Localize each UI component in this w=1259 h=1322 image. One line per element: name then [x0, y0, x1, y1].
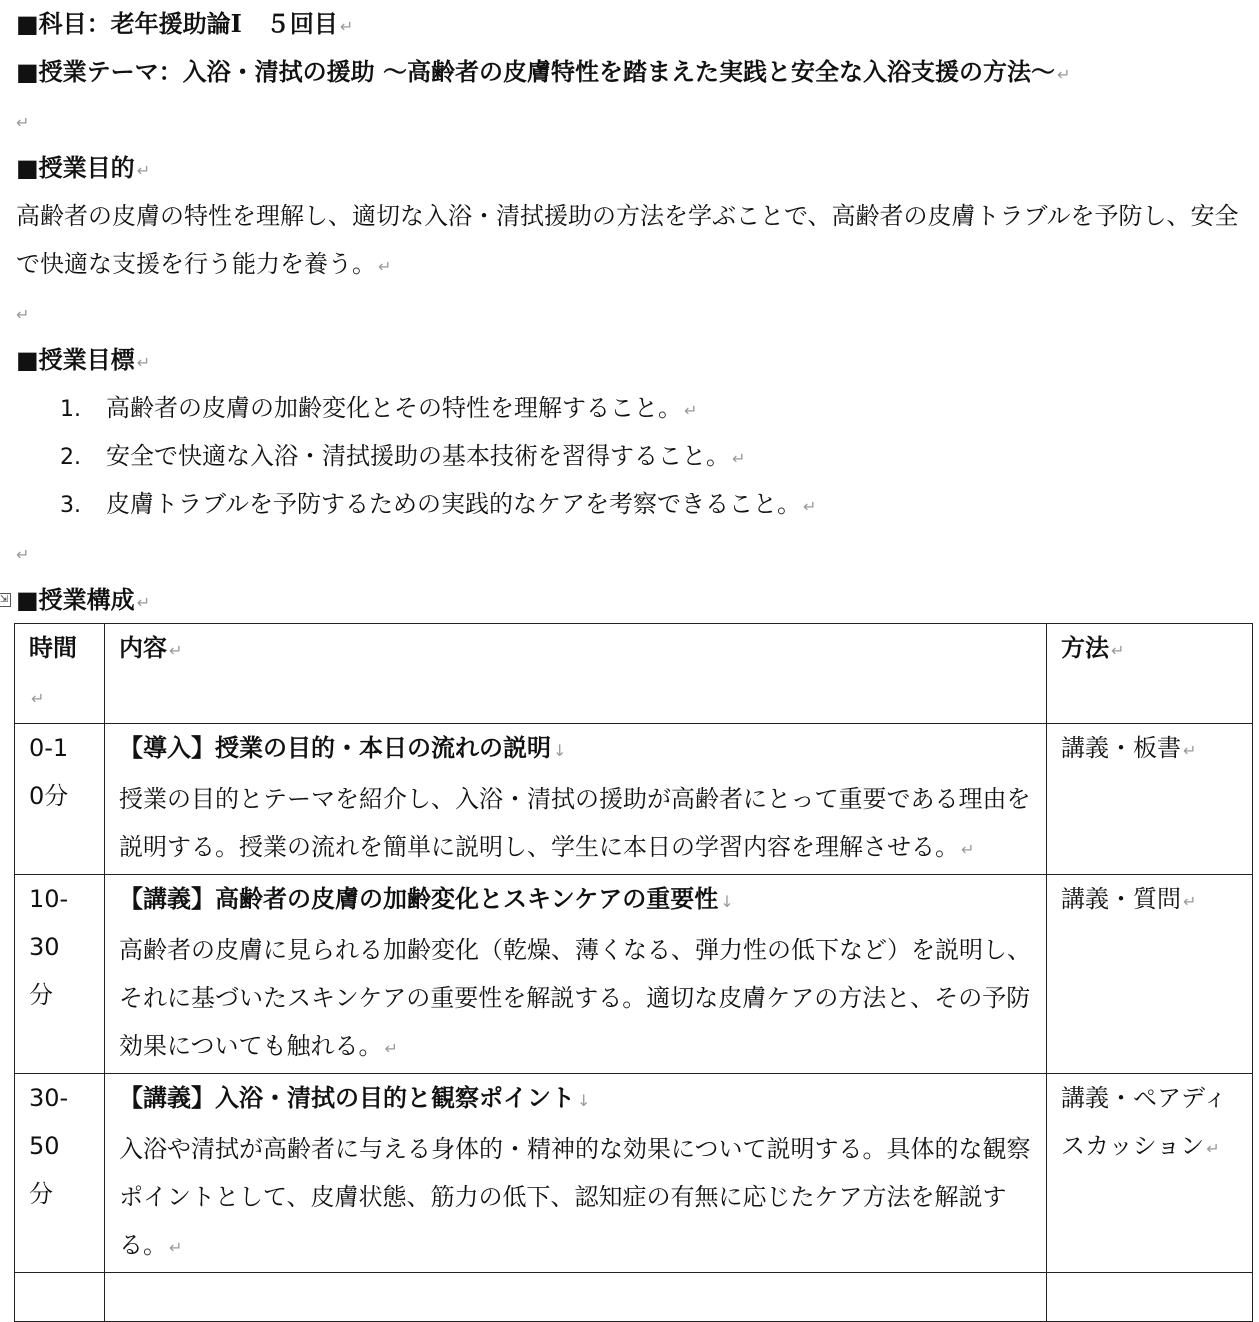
row-body [119, 775, 1032, 874]
header-cell-time [15, 624, 105, 724]
goal-number: 2. [60, 445, 81, 470]
cell-mark: ↵ [1111, 641, 1125, 660]
goal-item [60, 432, 745, 483]
purpose-heading [16, 144, 150, 195]
linebreak-mark: ↓ [720, 892, 734, 911]
paragraph-mark: ↵ [136, 353, 151, 372]
paragraph-mark: ↵ [16, 113, 30, 132]
goal-text: 高齢者の皮膚の加齢変化とその特性を理解すること。 [106, 394, 682, 422]
header-content-label: 内容 [119, 633, 167, 662]
table-header-row [15, 624, 1253, 724]
paragraph-mark: ↵ [684, 401, 698, 420]
subject-text: ■科目：老年援助論Ⅰ ５回目 [16, 9, 338, 38]
row-body-text: 高齢者の皮膚に見られる加齢変化（乾燥、薄くなる、弾力性の低下など）を説明し、それに基づいたスキンケアの重要性を解説する。適切な皮膚ケアの方法と、その予防効果についても触れる。 [119, 936, 1031, 1060]
header-time-label: 時間 [29, 633, 77, 662]
purpose-text: 高齢者の皮膚の特性を理解し、適切な入浴・清拭援助の方法を学ぶことで、高齢者の皮膚トラブルを予防し、安全で快適な支援を行う能力を養う。 [16, 202, 1239, 278]
content-cell [105, 1273, 1047, 1322]
goal-text: 皮膚トラブルを予防するための実践的なケアを考察できること。 [106, 490, 802, 518]
structure-heading [16, 576, 150, 627]
method-text: 講義・質問 [1061, 885, 1181, 913]
time-cell [15, 1074, 105, 1273]
paragraph-mark: ↵ [16, 545, 30, 564]
linebreak-mark: ↓ [577, 1091, 591, 1110]
paragraph-mark: ↵ [803, 497, 817, 516]
goal-number: 3. [60, 493, 81, 518]
time-text: 30-50分 [29, 1084, 69, 1208]
row-body-text: 授業の目的とテーマを紹介し、入浴・清拭の援助が高齢者にとって重要である理由を説明する。授業の流れを簡単に説明し、学生に本日の学習内容を理解させる。 [119, 785, 1031, 861]
method-cell [1047, 1273, 1253, 1322]
content-cell [105, 724, 1047, 875]
paragraph-mark: ↵ [961, 840, 975, 859]
empty-line [16, 96, 29, 147]
table-move-handle-icon[interactable]: ⇲ [0, 593, 11, 607]
structure-heading-text: ■授業構成 [16, 585, 135, 614]
goal-item [60, 480, 816, 531]
paragraph-mark: ↵ [136, 593, 151, 612]
method-cell [1047, 724, 1253, 875]
paragraph-mark: ↵ [339, 17, 354, 36]
table-row [15, 724, 1253, 875]
cell-mark: ↵ [31, 689, 45, 708]
row-title [119, 724, 1032, 775]
cell-mark: ↵ [1183, 892, 1197, 911]
goals-heading [16, 336, 150, 387]
subject-line [16, 0, 353, 51]
cell-mark: ↵ [1206, 1139, 1220, 1158]
method-text: 講義・ペアディスカッション [1061, 1084, 1228, 1160]
header-cell-content [105, 624, 1047, 724]
goals-heading-text: ■授業目標 [16, 345, 135, 374]
paragraph-mark: ↵ [16, 305, 30, 324]
row-body [119, 1125, 1032, 1272]
row-title-text: 【導入】授業の目的・本日の流れの説明 [119, 733, 551, 762]
time-text: 10-30分 [29, 885, 69, 1009]
time-cell [15, 724, 105, 875]
header-cell-method [1047, 624, 1253, 724]
row-title-text: 【講義】入浴・清拭の目的と観察ポイント [119, 1083, 575, 1112]
goal-text: 安全で快適な入浴・清拭援助の基本技術を習得すること。 [106, 442, 730, 470]
content-cell [105, 1074, 1047, 1273]
theme-text: ■授業テーマ：入浴・清拭の援助 ～高齢者の皮膚特性を踏まえた実践と安全な入浴支援の方法～ [16, 57, 1056, 86]
goal-item [60, 384, 697, 435]
empty-line [16, 288, 29, 339]
method-cell [1047, 875, 1253, 1074]
empty-line [16, 528, 29, 579]
row-title [119, 875, 1032, 926]
row-title-text: 【講義】高齢者の皮膚の加齢変化とスキンケアの重要性 [119, 884, 719, 913]
paragraph-mark: ↵ [1057, 65, 1071, 84]
paragraph-mark: ↵ [136, 161, 151, 180]
cell-mark: ↵ [169, 641, 183, 660]
time-cell [15, 875, 105, 1074]
content-cell [105, 875, 1047, 1074]
purpose-paragraph [16, 192, 1246, 291]
purpose-heading-text: ■授業目的 [16, 153, 135, 182]
row-title [119, 1074, 1032, 1125]
paragraph-mark: ↵ [384, 1039, 398, 1058]
paragraph-mark: ↵ [378, 257, 392, 276]
schedule-table [14, 623, 1253, 1322]
goal-number: 1. [60, 397, 81, 422]
paragraph-mark: ↵ [732, 449, 746, 468]
method-text: 講義・板書 [1061, 734, 1181, 762]
row-body [119, 926, 1032, 1073]
cell-mark: ↵ [1183, 741, 1197, 760]
theme-line [16, 48, 1070, 99]
paragraph-mark: ↵ [169, 1238, 183, 1257]
header-method-label: 方法 [1061, 633, 1109, 662]
table-row [15, 875, 1253, 1074]
method-cell [1047, 1074, 1253, 1273]
time-cell [15, 1273, 105, 1322]
time-text: 0-10分 [29, 734, 69, 810]
table-row [15, 1273, 1253, 1322]
linebreak-mark: ↓ [553, 741, 567, 760]
table-row [15, 1074, 1253, 1273]
row-body-text: 入浴や清拭が高齢者に与える身体的・精神的な効果について説明する。具体的な観察ポイントとして、皮膚状態、筋力の低下、認知症の有無に応じたケア方法を解説する。 [119, 1135, 1031, 1259]
